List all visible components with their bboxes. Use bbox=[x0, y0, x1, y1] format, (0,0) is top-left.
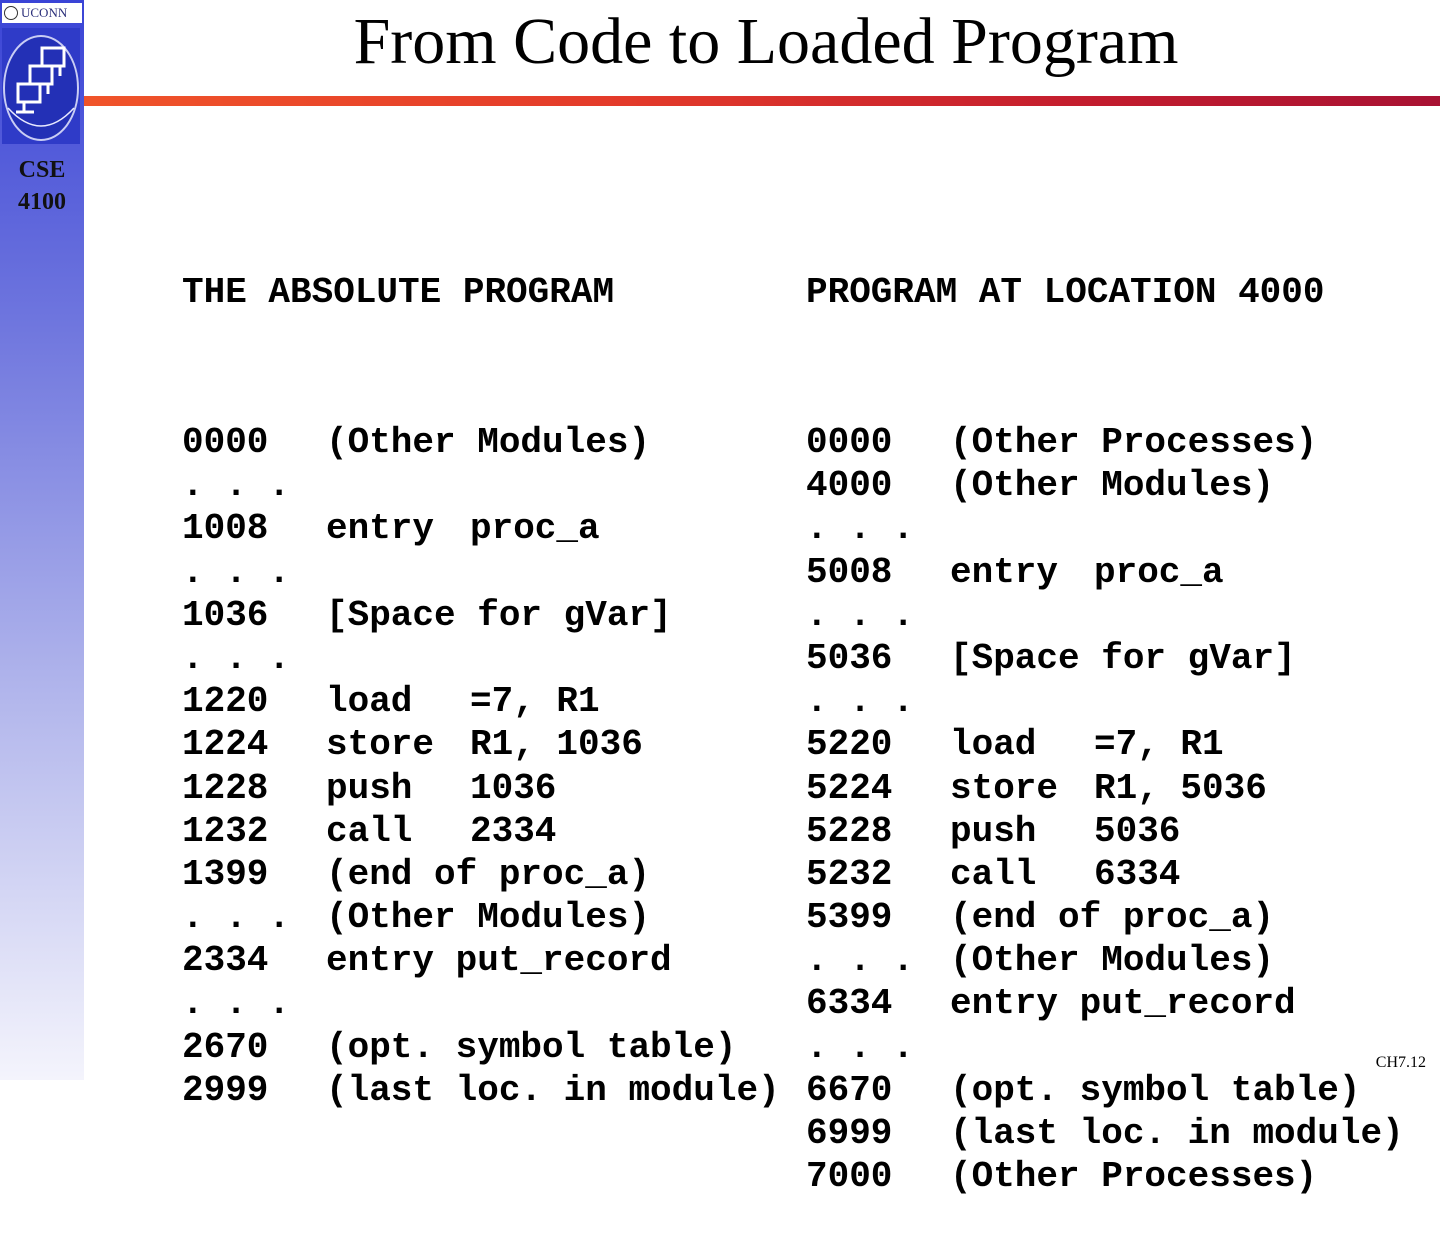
code-line bbox=[182, 594, 780, 637]
network-computers-icon bbox=[2, 28, 80, 144]
code-address: 6334 bbox=[806, 983, 893, 1025]
code-address: 4000 bbox=[806, 465, 893, 507]
code-address: 7000 bbox=[806, 1156, 893, 1198]
page-number: CH7.12 bbox=[1375, 1054, 1426, 1071]
relocated-program-column bbox=[806, 192, 1404, 1239]
code-line bbox=[182, 939, 780, 982]
code-operation: entry put_record bbox=[950, 983, 1296, 1025]
code-operand: =7, R1 bbox=[1094, 724, 1224, 766]
seal-icon bbox=[4, 6, 18, 20]
code-address: 1232 bbox=[182, 810, 269, 852]
code-operation: (last loc. in module) bbox=[326, 1069, 780, 1111]
code-line bbox=[806, 551, 1404, 594]
code-address: 5224 bbox=[806, 767, 893, 809]
code-operation: [Space for gVar] bbox=[326, 594, 672, 636]
code-address: 2670 bbox=[182, 1026, 269, 1068]
absolute-program-column bbox=[182, 192, 780, 1153]
code-line bbox=[182, 853, 780, 896]
code-operand: R1, 1036 bbox=[470, 724, 643, 766]
code-address: 2334 bbox=[182, 940, 269, 982]
code-line bbox=[806, 1155, 1404, 1198]
code-address: 1008 bbox=[182, 508, 269, 550]
code-operation: (Other Modules) bbox=[950, 940, 1275, 982]
slide-title: From Code to Loaded Program bbox=[353, 5, 1179, 78]
code-line bbox=[806, 507, 1404, 550]
code-line bbox=[806, 421, 1404, 464]
code-address: 1228 bbox=[182, 767, 269, 809]
code-address: . . . bbox=[806, 940, 915, 982]
code-operation: (opt. symbol table) bbox=[950, 1069, 1361, 1111]
code-operation: (Other Processes) bbox=[950, 1156, 1318, 1198]
code-line bbox=[182, 507, 780, 550]
code-address: 0000 bbox=[182, 422, 269, 463]
code-line bbox=[182, 1069, 780, 1112]
code-listing bbox=[182, 421, 780, 1112]
code-operand: 6334 bbox=[1094, 853, 1181, 895]
code-line bbox=[806, 896, 1404, 939]
code-address: 6999 bbox=[806, 1113, 893, 1154]
code-address: . . . bbox=[806, 594, 915, 636]
code-operation: store bbox=[950, 767, 1059, 809]
code-address: . . . bbox=[182, 551, 291, 593]
code-line bbox=[806, 1112, 1404, 1155]
code-operand: =7, R1 bbox=[470, 681, 600, 723]
course-label bbox=[0, 154, 84, 218]
code-operation: (end of proc_a) bbox=[950, 897, 1275, 939]
code-operation: entry put_record bbox=[326, 940, 672, 982]
course-number: 4100 bbox=[18, 189, 66, 215]
code-line bbox=[806, 723, 1404, 766]
code-operation: (Other Modules) bbox=[950, 465, 1275, 507]
code-line bbox=[806, 810, 1404, 853]
code-line bbox=[806, 1069, 1404, 1112]
code-address: 6670 bbox=[806, 1069, 893, 1111]
code-operation: (Other Modules) bbox=[326, 422, 651, 463]
code-line bbox=[182, 637, 780, 680]
code-address: . . . bbox=[182, 983, 291, 1025]
code-line bbox=[182, 551, 780, 594]
code-operand: 1036 bbox=[470, 767, 557, 809]
code-address: 1399 bbox=[182, 853, 269, 895]
code-line bbox=[182, 464, 780, 507]
code-operation: push bbox=[950, 810, 1037, 852]
code-address: 5232 bbox=[806, 853, 893, 895]
code-line bbox=[806, 1026, 1404, 1069]
code-line bbox=[806, 939, 1404, 982]
code-address: 5008 bbox=[806, 551, 893, 593]
code-operation: call bbox=[950, 853, 1037, 895]
department-logo bbox=[2, 28, 80, 144]
code-line bbox=[182, 680, 780, 723]
code-line bbox=[182, 896, 780, 939]
code-line bbox=[806, 637, 1404, 680]
code-line bbox=[806, 594, 1404, 637]
code-operand: 5036 bbox=[1094, 810, 1181, 852]
code-address: 5036 bbox=[806, 637, 893, 679]
code-address: . . . bbox=[182, 637, 291, 679]
code-operation: (Other Modules) bbox=[326, 897, 651, 939]
code-line bbox=[806, 464, 1404, 507]
code-address: 1220 bbox=[182, 681, 269, 723]
code-line bbox=[182, 767, 780, 810]
column-heading: PROGRAM AT LOCATION 4000 bbox=[806, 272, 1325, 313]
code-address: 5220 bbox=[806, 724, 893, 766]
code-operand: proc_a bbox=[470, 508, 600, 550]
code-operand: proc_a bbox=[1094, 551, 1224, 593]
university-name: UCONN bbox=[21, 5, 68, 20]
code-operation: push bbox=[326, 767, 413, 809]
code-address: 5399 bbox=[806, 897, 893, 939]
code-operand: R1, 5036 bbox=[1094, 767, 1267, 809]
code-operation: entry bbox=[326, 508, 435, 550]
code-operand: 2334 bbox=[470, 810, 557, 852]
university-wordmark bbox=[2, 3, 82, 23]
code-operation: entry bbox=[950, 551, 1059, 593]
code-operation: (last loc. in module) bbox=[950, 1113, 1404, 1154]
code-address: . . . bbox=[806, 508, 915, 550]
code-operation: (Other Processes) bbox=[950, 422, 1318, 463]
code-operation: [Space for gVar] bbox=[950, 637, 1296, 679]
title-underline bbox=[84, 96, 1440, 106]
column-heading: THE ABSOLUTE PROGRAM bbox=[182, 272, 615, 313]
code-address: . . . bbox=[806, 1026, 915, 1068]
code-line bbox=[182, 810, 780, 853]
code-operation: (opt. symbol table) bbox=[326, 1026, 737, 1068]
code-line bbox=[182, 723, 780, 766]
code-address: 2999 bbox=[182, 1069, 269, 1111]
code-line bbox=[182, 1026, 780, 1069]
code-line bbox=[182, 421, 780, 464]
code-line bbox=[806, 853, 1404, 896]
code-address: . . . bbox=[182, 897, 291, 939]
code-operation: call bbox=[326, 810, 413, 852]
code-line bbox=[806, 767, 1404, 810]
code-operation: load bbox=[950, 724, 1037, 766]
sidebar bbox=[0, 0, 84, 1080]
code-operation: store bbox=[326, 724, 435, 766]
code-listing bbox=[806, 421, 1404, 1198]
code-line bbox=[806, 680, 1404, 723]
code-address: 1036 bbox=[182, 594, 269, 636]
code-address: 1224 bbox=[182, 724, 269, 766]
code-address: . . . bbox=[806, 681, 915, 723]
code-address: 5228 bbox=[806, 810, 893, 852]
course-code: CSE bbox=[18, 157, 66, 183]
code-line bbox=[806, 982, 1404, 1025]
code-address: . . . bbox=[182, 465, 291, 507]
code-line bbox=[182, 982, 780, 1025]
code-operation: (end of proc_a) bbox=[326, 853, 651, 895]
code-address: 0000 bbox=[806, 422, 893, 463]
code-operation: load bbox=[326, 681, 413, 723]
